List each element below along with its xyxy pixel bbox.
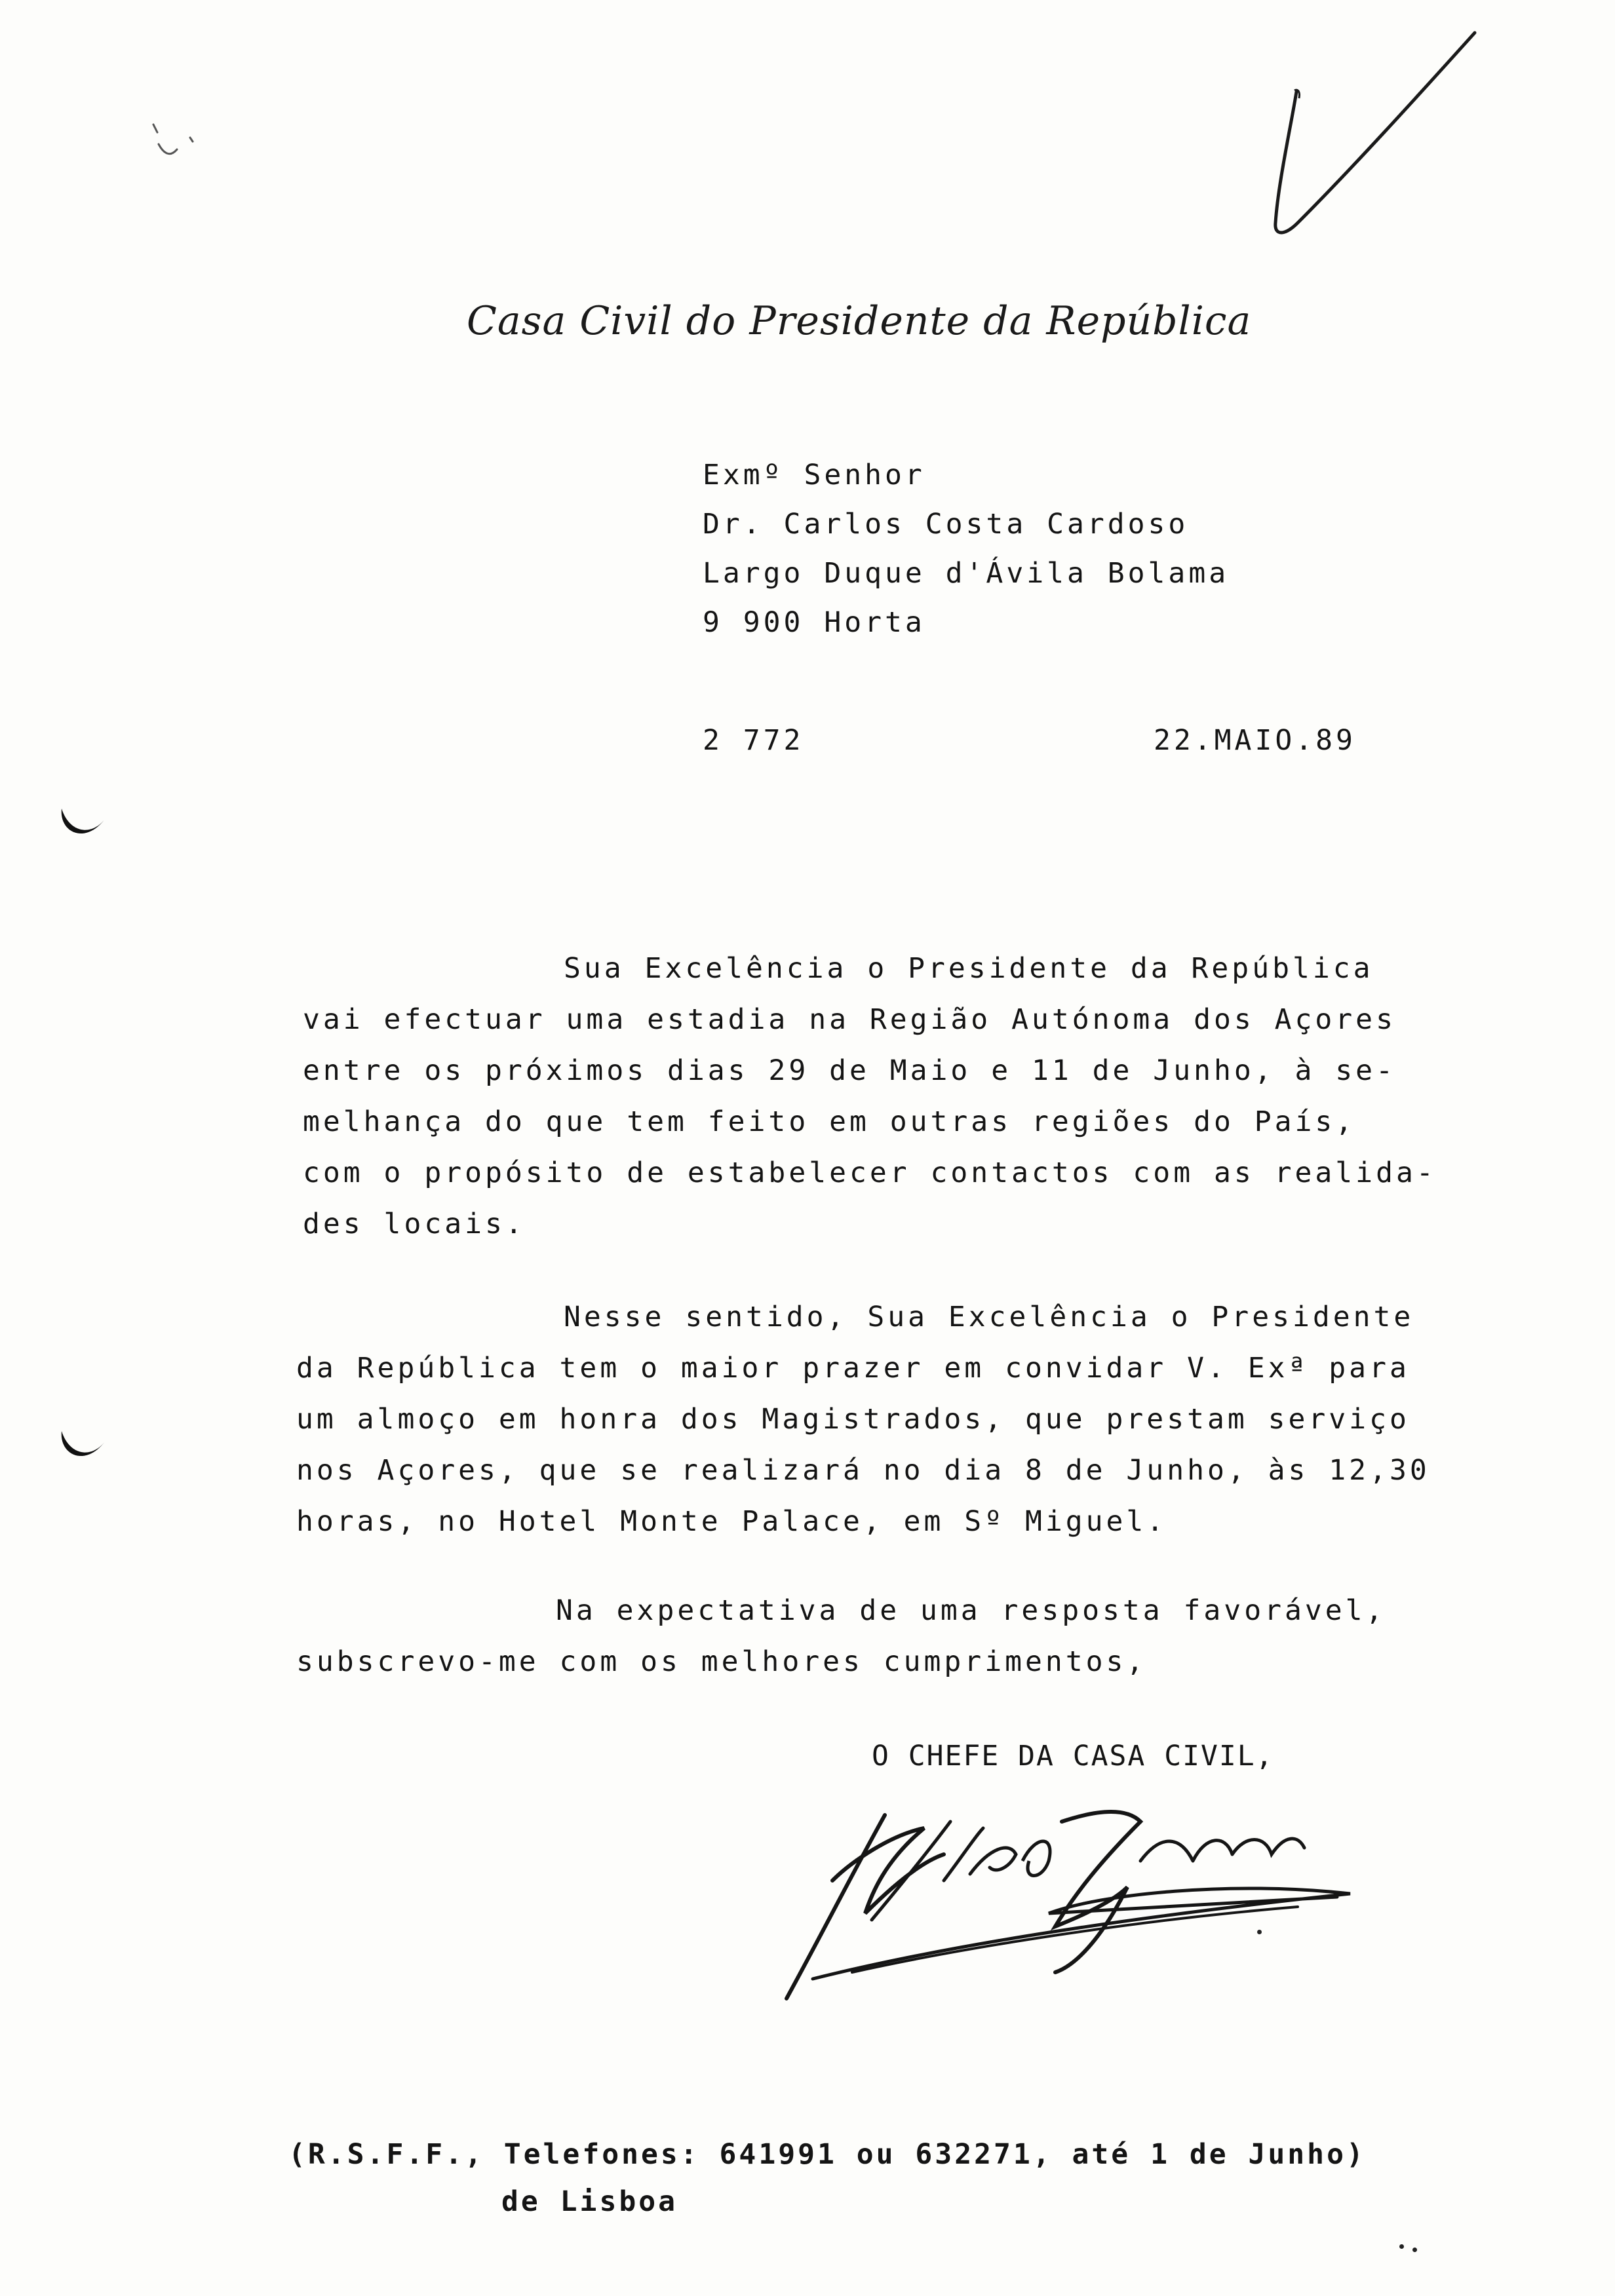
- footer-city: de Lisboa: [501, 2185, 678, 2218]
- recipient-city: 9 900 Horta: [703, 606, 925, 639]
- recipient-salutation: Exmº Senhor: [703, 459, 925, 491]
- ink-dot: [1257, 1930, 1262, 1934]
- paragraph-1-line: com o propósito de estabelecer contactos com as realida-: [303, 1157, 1437, 1189]
- punch-hole-bottom-icon: [52, 1422, 111, 1474]
- recipient-name: Dr. Carlos Costa Cardoso: [703, 508, 1189, 541]
- paragraph-2-line: Nesse sentido, Sua Excelência o Presidente: [564, 1301, 1414, 1333]
- paragraph-1-line: des locais.: [303, 1208, 526, 1240]
- paragraph-1-line: melhança do que tem feito em outras regiões do País,: [303, 1105, 1356, 1138]
- paragraph-1-line: Sua Excelência o Presidente da República: [564, 952, 1374, 985]
- paragraph-2-line: um almoço em honra dos Magistrados, que prestam serviço: [296, 1403, 1410, 1436]
- paragraph-2-line: nos Açores, que se realizará no dia 8 de Junho, às 12,30: [296, 1454, 1430, 1487]
- ink-dot: [1412, 2248, 1417, 2252]
- recipient-street: Largo Duque d'Ávila Bolama: [703, 557, 1230, 590]
- pencil-mark-icon: [144, 118, 203, 170]
- paragraph-3-line: Na expectativa de uma resposta favorável,: [556, 1594, 1386, 1627]
- check-mark-icon: [1258, 26, 1494, 249]
- paragraph-3-line: subscrevo-me com os melhores cumprimentos,: [296, 1645, 1147, 1678]
- signature: [773, 1782, 1363, 2005]
- paragraph-1-line: vai efectuar uma estadia na Região Autónoma dos Açores: [303, 1003, 1396, 1036]
- paragraph-2-line: da República tem o maior prazer em convidar V. Exª para: [296, 1352, 1410, 1385]
- reference-number: 2 772: [703, 724, 804, 757]
- letterhead: Casa Civil do Presidente da República: [467, 298, 1252, 344]
- letter-date: 22.MAIO.89: [1154, 724, 1356, 757]
- footer-contact: (R.S.F.F., Telefones: 641991 ou 632271, até 1 de Junho): [288, 2138, 1366, 2171]
- paragraph-2-line: horas, no Hotel Monte Palace, em Sº Miguel.: [296, 1505, 1167, 1538]
- closing-title: O CHEFE DA CASA CIVIL,: [872, 1740, 1274, 1772]
- punch-hole-top-icon: [52, 799, 111, 852]
- paragraph-1-line: entre os próximos dias 29 de Maio e 11 de Junho, à se-: [303, 1054, 1396, 1087]
- ink-dot: [1399, 2244, 1404, 2249]
